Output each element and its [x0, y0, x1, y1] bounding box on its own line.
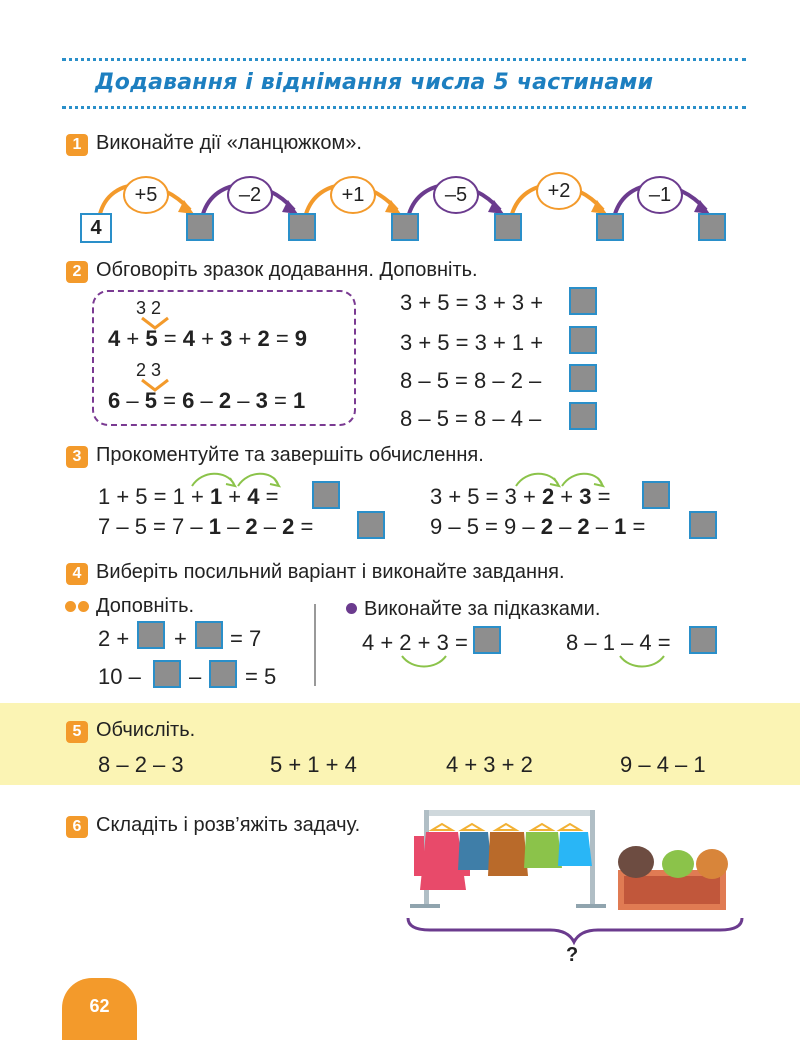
top-dotted-rule	[62, 58, 746, 61]
hint-arc	[398, 654, 450, 670]
difficulty-dot	[78, 601, 89, 612]
task-number: 2	[66, 261, 88, 283]
variant-title: Виконайте за підказками.	[364, 598, 601, 620]
task-text: Виберіть посильний варіант і виконайте завдання.	[96, 561, 565, 583]
op-circle: +2	[536, 172, 582, 210]
difficulty-dot	[65, 601, 76, 612]
op-circle: –1	[637, 176, 683, 214]
answer-box[interactable]	[596, 213, 624, 241]
sample-expression-2: 6 – 5 = 6 – 2 – 3 = 1	[108, 388, 306, 413]
answer-box[interactable]	[569, 364, 597, 392]
answer-box[interactable]	[195, 621, 223, 649]
expression: 3 + 5 = 3 + 3 +	[400, 290, 544, 315]
task-text: Обговоріть зразок додавання. Доповніть.	[96, 259, 478, 281]
answer-box[interactable]	[288, 213, 316, 241]
expression: 3 + 5 = 3 + 2 + 3 =	[430, 484, 611, 509]
op-circle: +1	[330, 176, 376, 214]
clothes-rack-illustration	[400, 800, 750, 950]
answer-box[interactable]	[698, 213, 726, 241]
expression: 7 – 5 = 7 – 1 – 2 – 2 =	[98, 514, 314, 539]
expression: 9 – 4 – 1	[620, 752, 706, 777]
expression: 8 – 1 – 4 =	[566, 630, 671, 655]
answer-box[interactable]	[473, 626, 501, 654]
answer-box[interactable]	[209, 660, 237, 688]
expression: 4 + 2 + 3 =	[362, 630, 468, 655]
sample-expression-1: 4 + 5 = 4 + 3 + 2 = 9	[108, 326, 308, 351]
page-title: Додавання і віднімання числа 5 частинами	[95, 70, 654, 95]
expression: –	[189, 664, 202, 689]
expression: 4 + 3 + 2	[446, 752, 533, 777]
op-circle: +5	[123, 176, 169, 214]
op-circle: –2	[227, 176, 273, 214]
expression: 9 – 5 = 9 – 2 – 2 – 1 =	[430, 514, 646, 539]
page-number: 62	[62, 978, 137, 1040]
answer-box[interactable]	[569, 402, 597, 430]
question-mark: ?	[566, 944, 579, 966]
start-value: 4	[80, 213, 112, 243]
task-text: Прокоментуйте та завершіть обчислення.	[96, 444, 484, 466]
answer-box[interactable]	[569, 326, 597, 354]
task-number: 3	[66, 446, 88, 468]
answer-box[interactable]	[689, 626, 717, 654]
answer-box[interactable]	[357, 511, 385, 539]
variant-divider	[314, 604, 316, 686]
expression: 10 –	[98, 664, 141, 689]
expression: = 5	[245, 664, 277, 689]
expression: 8 – 2 – 3	[98, 752, 184, 777]
split-digits: 3 2	[136, 298, 162, 318]
task-text: Складіть і розв’яжіть задачу.	[96, 814, 361, 836]
answer-box[interactable]	[137, 621, 165, 649]
task-text: Обчисліть.	[96, 719, 196, 741]
expression: 2 +	[98, 626, 130, 651]
answer-box[interactable]	[689, 511, 717, 539]
expression: 5 + 1 + 4	[270, 752, 357, 777]
op-circle: –5	[433, 176, 479, 214]
answer-box[interactable]	[186, 213, 214, 241]
answer-box[interactable]	[153, 660, 181, 688]
expression: 8 – 5 = 8 – 2 –	[400, 368, 542, 393]
expression: +	[174, 626, 187, 651]
bottom-dotted-rule	[62, 106, 746, 109]
task-number: 1	[66, 134, 88, 156]
task-number: 5	[66, 721, 88, 743]
expression: 1 + 5 = 1 + 1 + 4 =	[98, 484, 279, 509]
answer-box[interactable]	[569, 287, 597, 315]
task-number: 6	[66, 816, 88, 838]
difficulty-dot	[346, 603, 357, 614]
split-digits: 2 3	[136, 360, 162, 380]
answer-box[interactable]	[642, 481, 670, 509]
expression: = 7	[230, 626, 262, 651]
task-text: Виконайте дії «ланцюжком».	[96, 132, 362, 154]
expression: 3 + 5 = 3 + 1 +	[400, 330, 544, 355]
answer-box[interactable]	[391, 213, 419, 241]
variant-title: Доповніть.	[96, 595, 195, 617]
hint-arc	[616, 654, 668, 670]
expression: 8 – 5 = 8 – 4 –	[400, 406, 542, 431]
answer-box[interactable]	[312, 481, 340, 509]
answer-box[interactable]	[494, 213, 522, 241]
task-number: 4	[66, 563, 88, 585]
